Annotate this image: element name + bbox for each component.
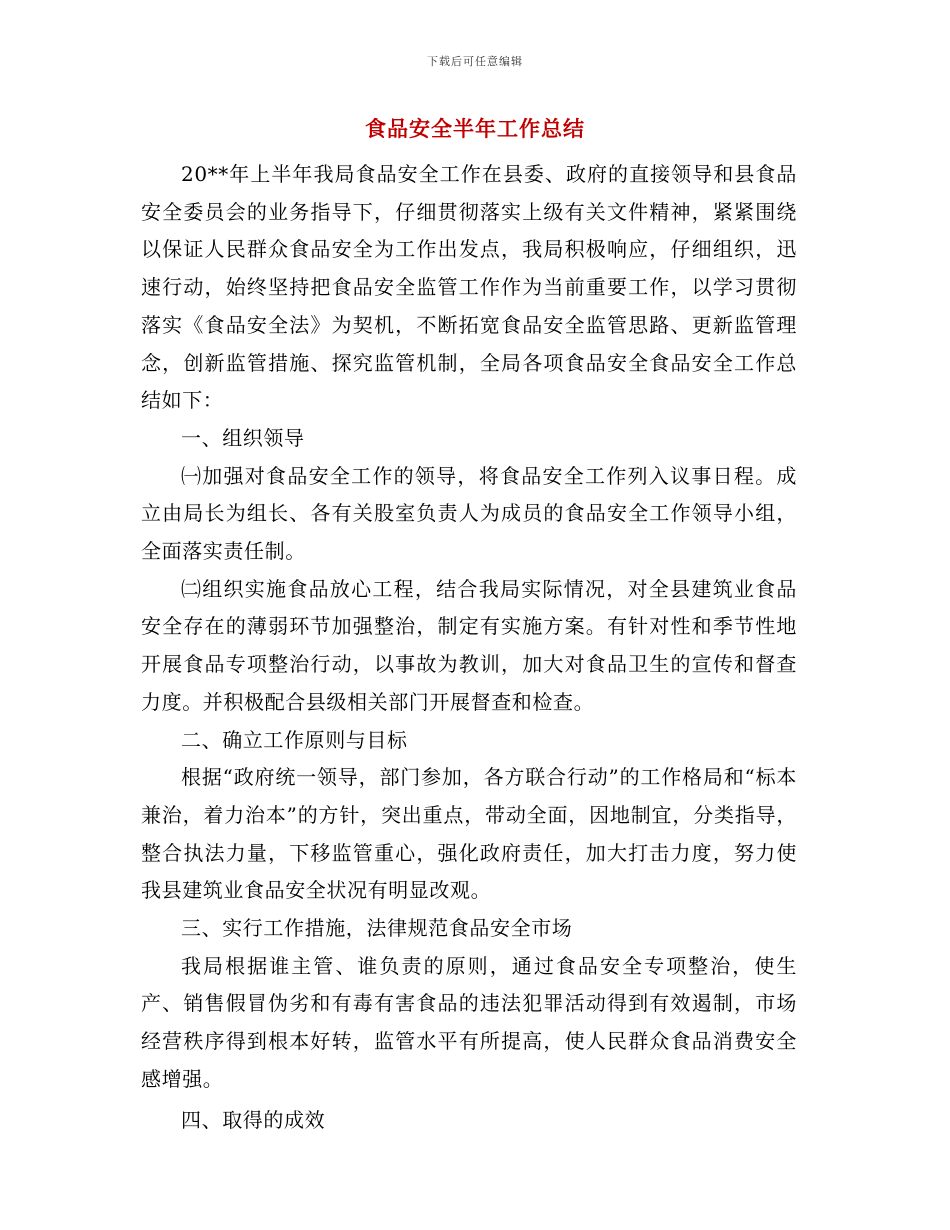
document-title: 食品安全半年工作总结 <box>365 116 585 141</box>
paragraph-intro: 20**年上半年我局食品安全工作在县委、政府的直接领导和县食品安全委员会的业务指导下，仔细贯彻落实上级有关文件精神，紧紧围绕以保证人民群众食品安全为工作出发点，我局积极响应，仔细组织，迅速行动，始终坚持把食品安全监管工作作为当前重要工作，以学习贯彻落实《食品安全法》为契机，不断拓宽食品安全监管思路、更新监管理念，创新监管措施、探究监管机制，全局各项食品安全食品安全工作总结如下： <box>141 162 797 413</box>
paragraph-3: 我局根据谁主管、谁负责的原则，通过食品安全专项整治，使生产、销售假冒伪劣和有毒有害食品的违法犯罪活动得到有效遏制，市场经营秩序得到根本好转，监管水平有所提高，使人民群众食品消费安全感增强。 <box>141 953 797 1091</box>
header-note: 下载后可任意编辑 <box>427 55 523 68</box>
paragraph-1-1: ㈠加强对食品安全工作的领导，将食品安全工作列入议事日程。成立由局长为组长、各有关股室负责人为成员的食品安全工作领导小组，全面落实责任制。 <box>141 463 797 564</box>
heading-section-2: 二、确立工作原则与目标 <box>181 727 408 752</box>
paragraph-2: 根据“政府统一领导，部门参加，各方联合行动”的工作格局和“标本兼治，着力治本”的方针，突出重点，带动全面，因地制宜，分类指导，整合执法力量，下移监管重心，强化政府责任，加大打击力度，努力使我县建筑业食品安全状况有明显改观。 <box>141 765 797 903</box>
heading-section-4: 四、取得的成效 <box>181 1107 326 1132</box>
document-body <box>141 156 797 1139</box>
paragraph-1-2: ㈡组织实施食品放心工程，结合我局实际情况，对全县建筑业食品安全存在的薄弱环节加强整治，制定有实施方案。有针对性和季节性地开展食品专项整治行动，以事故为教训，加大对食品卫生的宣传和督查力度。并积极配合县级相关部门开展督查和检查。 <box>141 576 797 714</box>
heading-section-1: 一、组织领导 <box>181 425 305 450</box>
heading-section-3: 三、实行工作措施，法律规范食品安全市场 <box>181 916 573 941</box>
